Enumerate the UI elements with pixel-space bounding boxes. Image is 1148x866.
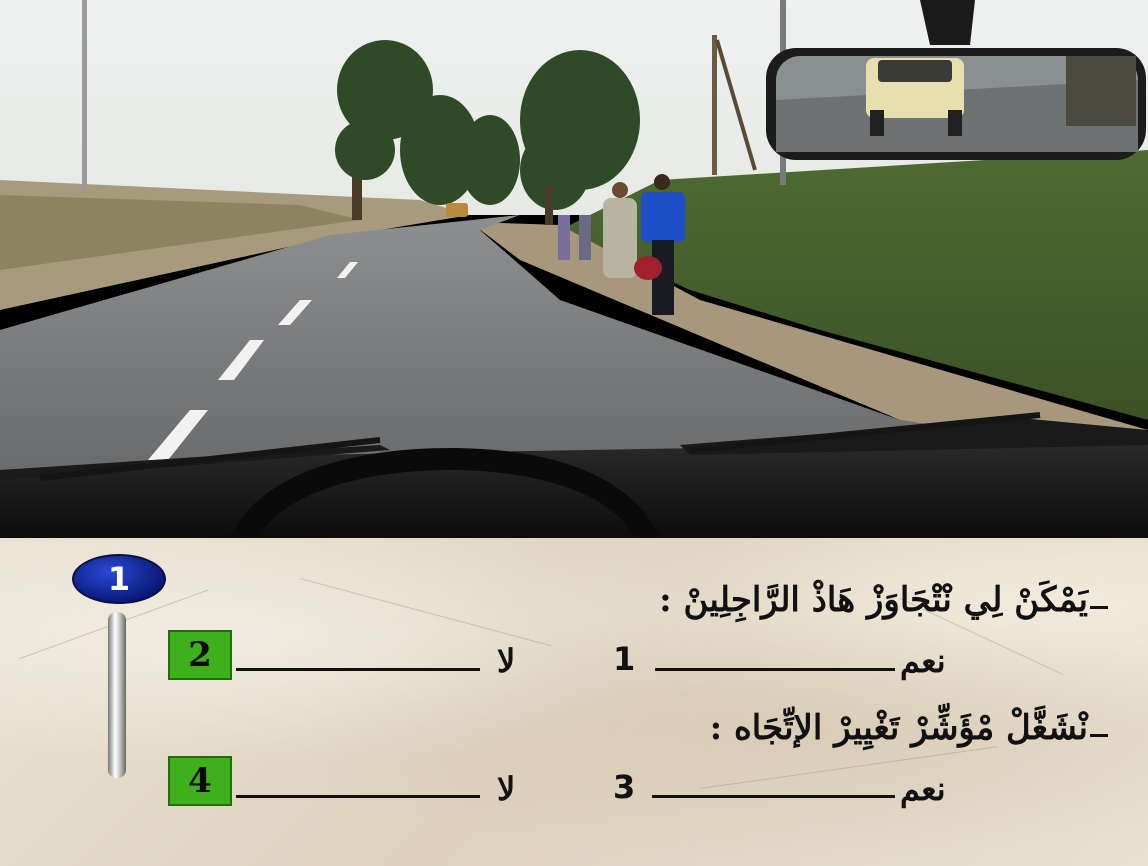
answer-2-no-label[interactable]: لا xyxy=(497,770,516,808)
answer-1-yes-number: 1 xyxy=(613,640,636,678)
answer-line xyxy=(655,668,895,671)
answer-1-yes-label[interactable]: نعم xyxy=(900,642,946,680)
scroll-pole-icon xyxy=(108,612,126,778)
bullet-dash xyxy=(1090,734,1108,737)
answer-line xyxy=(236,795,480,798)
answer-line xyxy=(236,668,480,671)
question-2-text: نْشَغَّلْ مْؤَشِّرْ تَغْيِيرْ الإتِّجَاه : xyxy=(709,708,1088,748)
question-1-text: يَمْكَنْ لِي نْتْجَاوَزْ هَاذْ الرَّاجِلِينْ : xyxy=(659,580,1088,620)
answer-line xyxy=(652,795,895,798)
question-number: 1 xyxy=(107,560,131,598)
bullet-dash xyxy=(1090,606,1108,609)
answer-1-no-box[interactable]: 2 xyxy=(168,630,232,680)
question-number-badge xyxy=(72,554,166,604)
answer-2-yes-number: 3 xyxy=(613,768,636,806)
answer-1-no-label[interactable]: لا xyxy=(497,642,516,680)
quiz-panel xyxy=(0,538,1148,866)
answer-2-no-box[interactable]: 4 xyxy=(168,756,232,806)
answer-2-yes-label[interactable]: نعم xyxy=(900,770,946,808)
